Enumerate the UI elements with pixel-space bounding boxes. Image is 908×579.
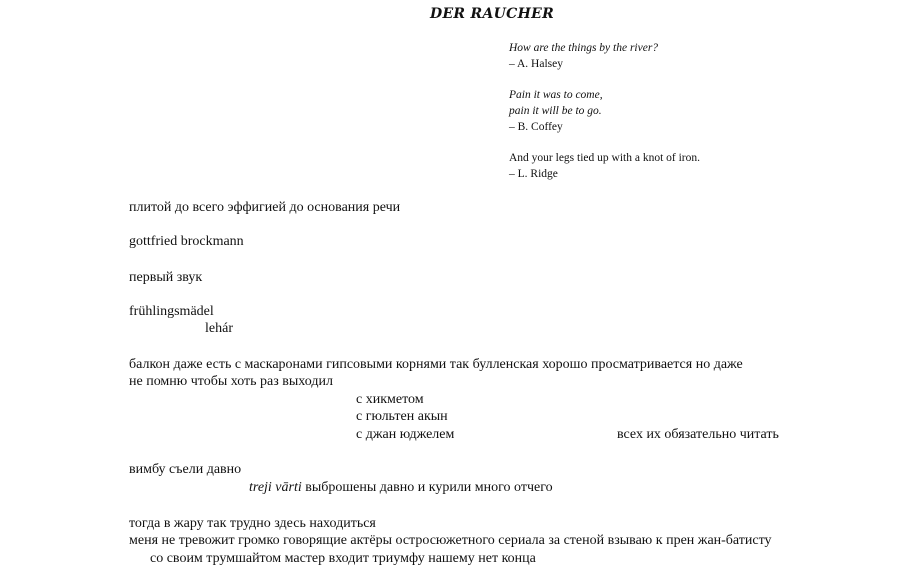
page-title: DER RAUCHER	[430, 6, 555, 22]
poem-line: gottfried brockmann	[129, 234, 244, 249]
epigraph-1-line-1: How are the things by the river?	[509, 42, 659, 54]
epigraph-3-author: – L. Ridge	[509, 168, 558, 180]
poem-line-rest: выброшены давно и курили много отчего	[301, 480, 553, 495]
poem-line: балкон даже есть с маскаронами гипсовыми корнями так булленская хорошо просматривается но даже	[129, 357, 743, 372]
poem-line: не помню чтобы хоть раз выходил	[129, 374, 333, 389]
epigraph-2-line-1: Pain it was to come,	[509, 89, 603, 101]
poem-line: со своим трумшайтом мастер входит триумфу нашему нет конца	[150, 551, 536, 566]
poem-line: тогда в жару так трудно здесь находиться	[129, 516, 376, 531]
epigraph-3-line-1: And your legs tied up with a knot of iron.	[509, 152, 701, 164]
epigraph-1-author: – A. Halsey	[509, 58, 563, 70]
poem-line: с гюльтен акын	[356, 409, 448, 424]
poem-line: меня не тревожит громко говорящие актёры остросюжетного сериала за стеной взываю к прен жан-батисту	[129, 533, 772, 548]
poem-line: lehár	[205, 321, 233, 336]
poem-line: frühlingsmädel	[129, 304, 214, 319]
epigraph-2-line-2: pain it will be to go.	[509, 105, 602, 117]
poem-line: вимбу съели давно	[129, 462, 242, 477]
poem-line: всех их обязательно читать	[617, 427, 779, 442]
poem-line	[249, 481, 553, 495]
epigraph-2-author: – B. Coffey	[509, 121, 563, 133]
poem-italic-phrase: treji vārti	[249, 480, 302, 495]
poem-line: первый звук	[129, 270, 203, 285]
poem-line: плитой до всего эффигией до основания речи	[129, 200, 401, 215]
poem-line: с джан юджелем	[356, 427, 455, 442]
poem-line: с хикметом	[356, 392, 424, 407]
